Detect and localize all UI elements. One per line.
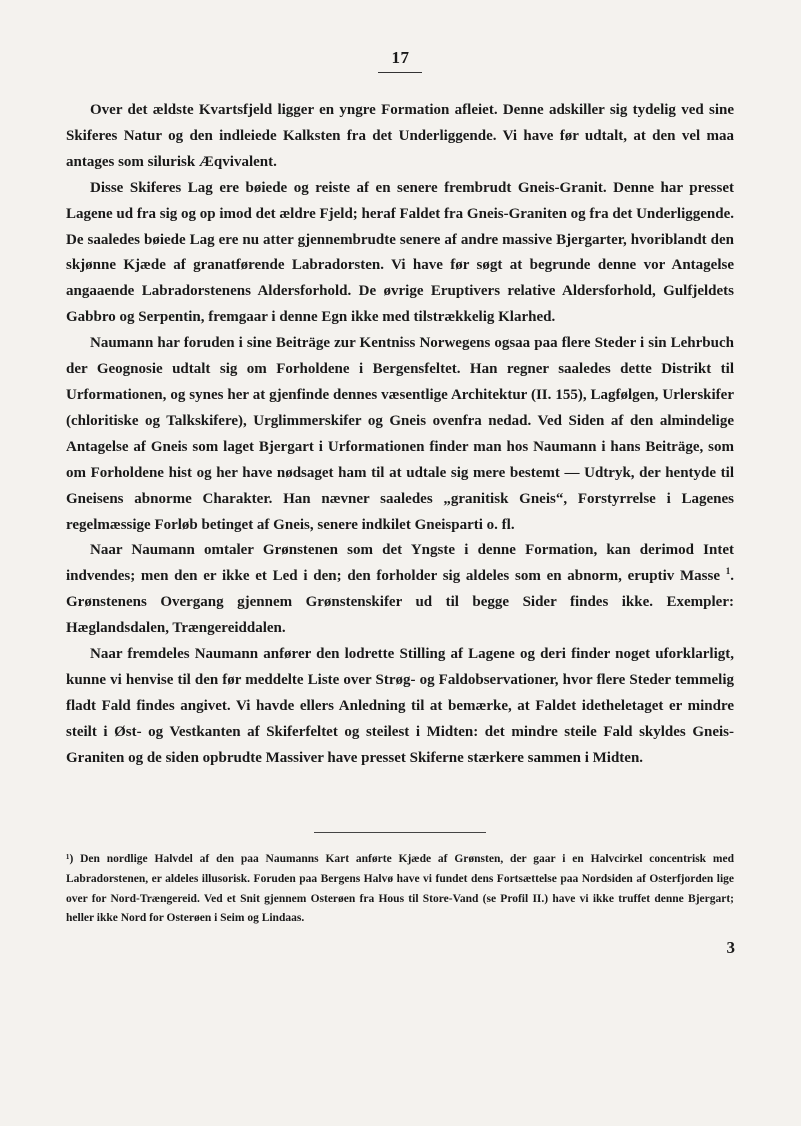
footnote-reference[interactable]: 1 [725,566,731,577]
footnotes [66,850,734,929]
paragraph: Naumann har foruden i sine Beiträge zur Kentniss Norwegens ogsaa paa flere Steder i sin Lehrbuch der Geognosie udtalt sig om Forholdene i Bergensfeltet. Han regner saaledes dette Distrikt til Urformationen, og synes her at gjenfinde dennes væsentlige Architektur (II. 155), Lagfølgen, Urlerskifer (chloritiske og Talkskifere), Urglimmerskifer og Gneis ovenfra nedad. Ved Siden af den almindelige Antagelse af Gneis som laget Bjergart i Urformationen finder man hos Naumann i hans Beiträge, som om Forholdene hist og her have nødsaget ham til at udtale sig mere bestemt — Udtryk, der hentyde til Gneisens abnorme Charakter. Han nævner saaledes „granitisk Gneis“, Forstyrrelse i Lagenes regelmæssige Forløb betinget af Gneis, senere indkilet Gneisparti o. fl. [66,335,734,533]
paragraph: Disse Skiferes Lag ere bøiede og reiste af en senere frembrudt Gneis-Granit. Denne har presset Lagene ud fra sig og op imod det ældre Fjeld; heraf Faldet fra Gneis-Graniten og fra det Underliggende. De saaledes bøiede Lag ere nu atter gjennembrudte senere af andre massive Bjergarter, hvoriblandt den skjønne Kjæde af granatførende Labradorsten. Vi have før søgt at begrunde denne vor Antagelse angaaende Labradorstenens Aldersforhold. De øvrige Eruptivers relative Aldersforhold, Gulfjeldets Gabbro og Serpentin, fremgaar i denne Egn ikke med tilstrækkelig Klarhed. [66,179,734,326]
header-rule [378,72,422,73]
paragraph-part: Naar Naumann omtaler Grønstenen som det Yngste i denne Formation, kan derimod Intet indvendes; men den er ikke et Led i den; den forholder sig aldeles som en abnorm, eruptiv Masse [66,542,734,585]
signature-mark: 3 [726,938,735,957]
footnote-rule [314,832,486,833]
paragraph: Naar fremdeles Naumann anfører den lodrette Stilling af Lagene og deri finder noget uforklarligt, kunne vi henvise til den før meddelte Liste over Strøg- og Faldobservationer, hvor flere Steder temmelig fladt Fald findes angivet. Vi havde ellers Anledning til at bemærke, at Faldet idetheletaget er mindre steilt i Øst- og Vestkanten af Skiferfeltet og steilest i Midten: det mindre steile Fald skyldes Gneis-Graniten og de siden opbrudte Massiver have presset Skiferne stærkere sammen i Midten. [66,646,734,766]
paragraph-part: . Grønstenens Overgang gjennem Grønstenskifer ud til begge Sider findes ikke. Exempler: Hæglandsdalen, Trængereiddalen. [66,568,734,637]
footnote-text: Den nordlige Halvdel af den paa Naumanns Kart anførte Kjæde af Grønsten, der gaar i en Halvcirkel concentrisk med Labradorstenen, er aldeles illusorisk. Foruden paa Bergens Halvø have vi fundet dens Fortsættelse paa Nordsiden af Osterfjorden lige over for Nord-Trængereid. Ved et Snit gjennem Osterøen fra Hous til Store-Vand (se Profil II.) have vi ikke truffet denne Bjergart; heller ikke Nord for Osterøen i Seim og Lindaas. [66,853,734,925]
body-text [66,98,734,772]
page-number: 17 [391,48,410,67]
footnote [66,850,734,929]
footnote-marker: ¹) [66,853,74,865]
paragraph: Over det ældste Kvartsfjeld ligger en yngre Formation afleiet. Denne adskiller sig tydelig ved sine Skiferes Natur og den indleiede Kalksten fra det Underliggende. Vi have før udtalt, at den vel maa antages som silurisk Æqvivalent. [66,102,734,170]
paragraph [66,538,734,642]
